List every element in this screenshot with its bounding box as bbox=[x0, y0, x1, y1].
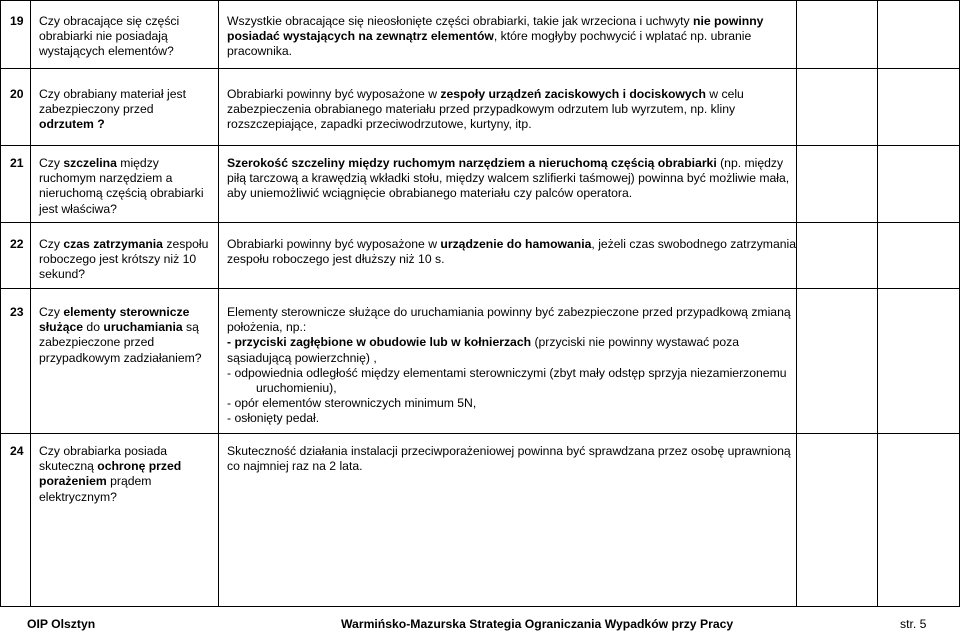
question-line: zabezpieczone przed bbox=[39, 335, 155, 350]
question-line: porażeniem prądem bbox=[39, 474, 152, 489]
answer-cell bbox=[227, 444, 791, 474]
answer-line: Obrabiarki powinny być wyposażone w urządzenie do hamowania, jeżeli czas swobodnego zatrzymania bbox=[227, 237, 797, 251]
answer-line: - opór elementów sterowniczych minimum 5N, bbox=[227, 396, 477, 411]
question-cell bbox=[39, 87, 211, 133]
answer-line: Wszystkie obracające się nieosłonięte części obrabiarki, takie jak wrzeciona i uchwyty nie powinny bbox=[227, 14, 764, 28]
answer-cell bbox=[227, 305, 791, 427]
question-line: sekund? bbox=[39, 267, 86, 282]
answer-line: położenia, np.: bbox=[227, 320, 307, 335]
row-number: 20 bbox=[10, 87, 24, 101]
answer-line: pracownika. bbox=[227, 44, 293, 59]
answer-line: zespołu roboczego jest dłuższy niż 10 s. bbox=[227, 252, 445, 267]
row-number: 22 bbox=[10, 237, 24, 251]
answer-line: - przyciski zagłębione w obudowie lub w kołnierzach (przyciski nie powinny wystawać poza bbox=[227, 335, 740, 350]
question-line: Czy obrabiany materiał jest bbox=[39, 87, 186, 101]
answer-line: co najmniej raz na 2 lata. bbox=[227, 459, 363, 474]
question-line: skuteczną ochronę przed bbox=[39, 459, 182, 474]
question-line: odrzutem ? bbox=[39, 117, 105, 132]
answer-cell bbox=[227, 156, 790, 202]
answer-line: Elementy sterownicze służące do uruchamiania powinny być zabezpieczone przed przypadkową zmianą bbox=[227, 305, 791, 319]
question-line: przypadkowym zadziałaniem? bbox=[39, 350, 202, 365]
answer-line: piłą tarczową a krawędzią wkładki stołu, między walcem szlifierki taśmowej) powinna być możliwie mała, bbox=[227, 171, 790, 186]
question-line: obrabiarki nie posiadają bbox=[39, 29, 168, 44]
question-line: Czy szczelina między bbox=[39, 156, 159, 170]
question-cell bbox=[39, 444, 211, 505]
answer-line: - osłonięty pedał. bbox=[227, 411, 320, 426]
question-line: służące do uruchamiania są bbox=[39, 320, 199, 335]
question-line: Czy czas zatrzymania zespołu bbox=[39, 237, 209, 251]
footer-center: Warmińsko-Mazurska Strategia Ograniczania Wypadków przy Pracy bbox=[341, 617, 734, 631]
answer-line: posiadać wystających na zewnątrz elementów, które mogłyby pochwycić i wplatać np. ubranie bbox=[227, 29, 752, 44]
answer-line: Obrabiarki powinny być wyposażone w zespoły urządzeń zaciskowych i dociskowych w celu bbox=[227, 87, 744, 101]
answer-cell bbox=[227, 14, 787, 60]
answer-line: - odpowiednia odległość między elementami sterowniczymi (zbyt mały odstęp sprzyja niezamierzonemu bbox=[227, 365, 787, 380]
footer-left: OIP Olsztyn bbox=[27, 617, 96, 631]
row-number: 24 bbox=[10, 444, 24, 458]
answer-line: aby uniemożliwić wciągnięcie obrabianego materiału czy palców operatora. bbox=[227, 186, 633, 201]
question-line: Czy elementy sterownicze bbox=[39, 305, 190, 319]
question-line: roboczego jest krótszy niż 10 bbox=[39, 252, 197, 267]
footer-page-number: str. 5 bbox=[900, 617, 927, 631]
question-line: wystających elementów? bbox=[39, 44, 174, 59]
question-cell bbox=[39, 305, 211, 366]
question-line: Czy obrabiarka posiada bbox=[39, 444, 168, 458]
answer-line: rozszczepiające, zapadki przeciwodrzutowe, kurtyny, itp. bbox=[227, 117, 532, 132]
answer-cell bbox=[227, 87, 787, 133]
question-line: zabezpieczony przed bbox=[39, 102, 154, 117]
answer-line: Szerokość szczeliny między ruchomym narzędziem a nieruchomą częścią obrabiarki (np. między bbox=[227, 156, 784, 170]
answer-line: sąsiadującą powierzchnię) , bbox=[227, 350, 377, 365]
row-number: 19 bbox=[10, 14, 24, 28]
answer-line: uruchomieniu), bbox=[256, 381, 337, 396]
row-number: 21 bbox=[10, 156, 24, 170]
answer-line: zabezpieczenia obrabianego materiału przed przypadkowym odrzutem lub wyrzutem, np. kliny bbox=[227, 102, 736, 117]
question-line: Czy obracające się części bbox=[39, 14, 180, 28]
question-cell bbox=[39, 237, 211, 283]
question-line: nieruchomą częścią obrabiarki bbox=[39, 186, 204, 201]
question-line: elektrycznym? bbox=[39, 489, 117, 504]
row-number: 23 bbox=[10, 305, 24, 319]
question-cell bbox=[39, 14, 211, 60]
answer-line: Skuteczność działania instalacji przeciwporażeniowej powinna być sprawdzana przez osobę uprawnioną bbox=[227, 444, 791, 458]
question-cell bbox=[39, 156, 211, 217]
question-line: jest właściwa? bbox=[39, 201, 117, 216]
answer-cell bbox=[227, 237, 797, 267]
question-line: ruchomym narzędziem a bbox=[39, 171, 173, 186]
